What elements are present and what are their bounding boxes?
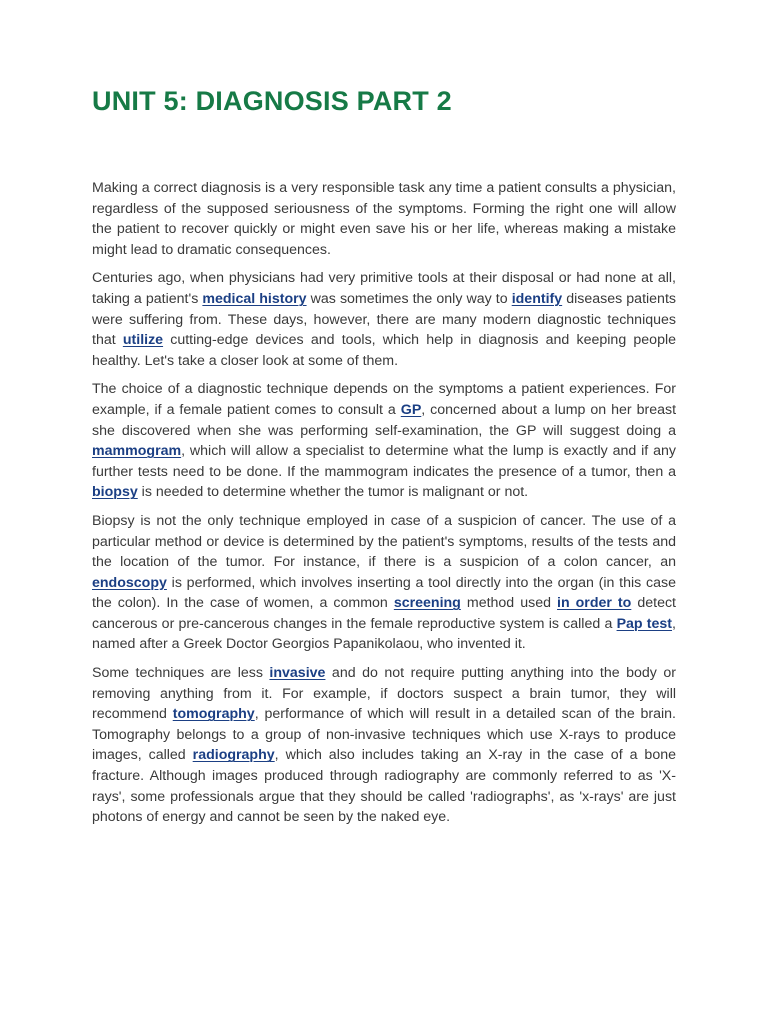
text-segment: , concerned about a lump on her breast she discovered when she was performing self-examination, the GP will suggest doing a bbox=[92, 401, 677, 439]
text-segment: is needed to determine whether the tumor is malignant or not. bbox=[137, 484, 529, 501]
paragraph-4 bbox=[92, 511, 676, 655]
link-mammogram[interactable]: mammogram bbox=[92, 443, 182, 460]
link-gp[interactable]: GP bbox=[400, 401, 422, 418]
text-segment: method used bbox=[460, 595, 558, 612]
link-tomography[interactable]: tomography bbox=[172, 706, 255, 723]
text-segment: cutting-edge devices and tools, which help in diagnosis and keeping people healthy. Let's take a closer look at some of them. bbox=[92, 332, 676, 369]
page-title: UNIT 5: DIAGNOSIS PART 2 bbox=[92, 86, 452, 116]
text-segment: , performance of which will result in a detailed scan of the brain. Tomography belongs to a group of non-invasive techniques which use X-rays to produce images, called bbox=[92, 706, 677, 764]
link-biopsy[interactable]: biopsy bbox=[92, 484, 138, 501]
link-in-order-to[interactable]: in order to bbox=[557, 595, 632, 612]
link-invasive[interactable]: invasive bbox=[269, 665, 326, 682]
paragraph-2 bbox=[92, 268, 676, 371]
text-segment: diseases patients were suffering from. These days, however, there are many modern diagnostic techniques that bbox=[92, 290, 676, 349]
text-segment: detect cancerous or pre-cancerous changes in the female reproductive system is called a bbox=[92, 595, 676, 632]
paragraph-3 bbox=[92, 379, 676, 503]
link-utilize[interactable]: utilize bbox=[122, 332, 164, 349]
link-screening[interactable]: screening bbox=[393, 595, 461, 612]
text-segment: The choice of a diagnostic technique depends on the symptoms a patient experiences. For example, if a female patient comes to consult a bbox=[92, 381, 676, 418]
text-segment: , which also includes taking an X-ray in the case of a bone fracture. Although images produced through radiography are commonly referred to as 'X-rays', some professionals argue that they should be called 'radiographs', as 'x-rays' are just photons of energy and cannot be seen by the naked eye. bbox=[92, 747, 676, 826]
text-segment: , which will allow a specialist to determine what the lump is exactly and if any further tests need to be done. If the mammogram indicates the presence of a tumor, then a bbox=[92, 443, 676, 480]
link-pap-test[interactable]: Pap test bbox=[616, 615, 673, 632]
text-segment: , named after a Greek Doctor Georgios Papanikolaou, who invented it. bbox=[92, 615, 676, 653]
text-segment: is performed, which involves inserting a tool directly into the organ (in this case the colon). In the case of women, a common bbox=[92, 574, 676, 612]
text-segment: Biopsy is not the only technique employed in case of a suspicion of cancer. The use of a particular method or device is determined by the patient's symptoms, results of the tests and the location of the tumor. For instance, if there is a suspicion of a colon cancer, an bbox=[92, 512, 676, 571]
paragraph-5 bbox=[92, 663, 676, 828]
link-radiography[interactable]: radiography bbox=[192, 747, 275, 764]
text-segment: Making a correct diagnosis is a very responsible task any time a patient consults a physician, regardless of the supposed seriousness of the symptoms. Forming the right one will allow the patient to recover quickly or might even save his or her life, whereas making a mistake might lead to dramatic consequences. bbox=[92, 180, 676, 258]
paragraph-1 bbox=[92, 178, 676, 260]
text-segment: Some techniques are less bbox=[92, 665, 270, 682]
link-medical-history[interactable]: medical history bbox=[202, 290, 307, 307]
text-segment: and do not require putting anything into the body or removing anything from it. For example, if doctors suspect a brain tumor, they will recommend bbox=[92, 665, 676, 723]
link-identify[interactable]: identify bbox=[511, 290, 563, 307]
document-body bbox=[92, 178, 676, 836]
link-endoscopy[interactable]: endoscopy bbox=[92, 574, 167, 591]
text-segment: Centuries ago, when physicians had very primitive tools at their disposal or had none at all, taking a patient's bbox=[92, 270, 676, 307]
text-segment: was sometimes the only way to bbox=[306, 290, 512, 307]
